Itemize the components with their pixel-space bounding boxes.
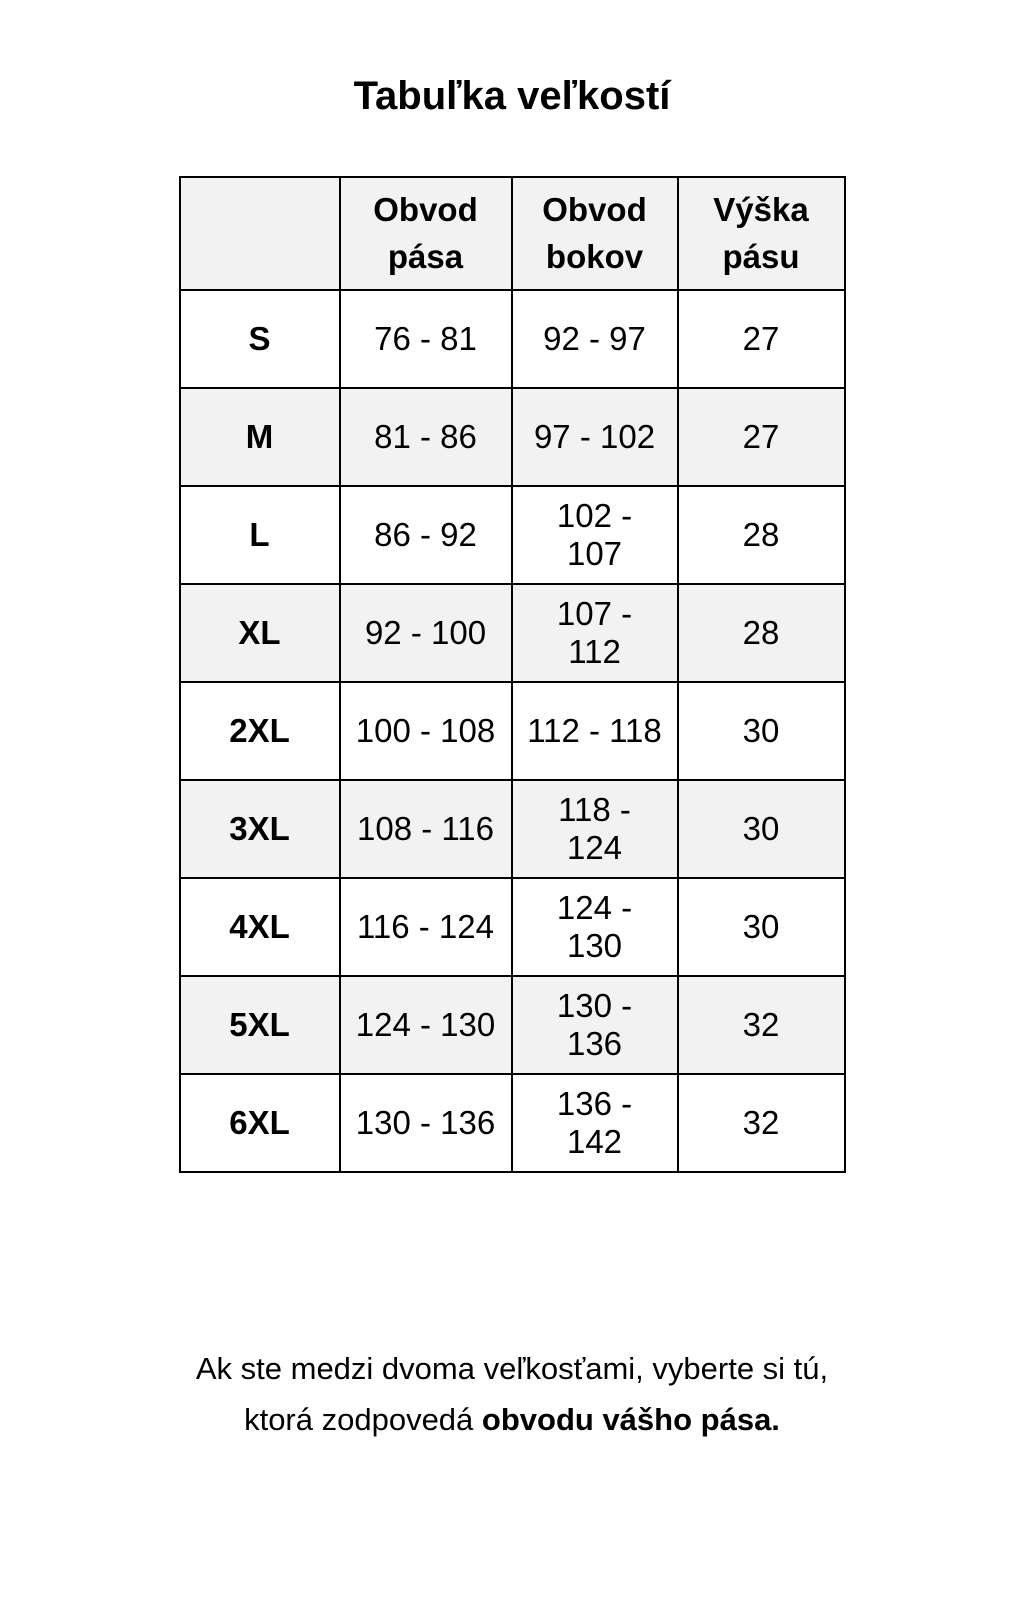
- waist-cell: 116 - 124: [340, 878, 512, 976]
- header-row: [180, 177, 845, 290]
- header-cell-size: [180, 177, 340, 290]
- rise-cell: 32: [678, 1074, 845, 1172]
- size-chart-page: [0, 72, 1024, 1445]
- rise-cell: 32: [678, 976, 845, 1074]
- fit-note-line2-bold: obvodu vášho pása.: [481, 1402, 780, 1438]
- rise-cell: 28: [678, 486, 845, 584]
- table-row-xl: [180, 584, 845, 682]
- waist-cell: 92 - 100: [340, 584, 512, 682]
- hips-cell: 130 - 136: [512, 976, 678, 1074]
- hips-cell: 124 - 130: [512, 878, 678, 976]
- table-row-6xl: [180, 1074, 845, 1172]
- hips-cell: 112 - 118: [512, 682, 678, 780]
- fit-note-line1: Ak ste medzi dvoma veľkosťami, vyberte si tú,: [195, 1351, 829, 1386]
- table-row-m: [180, 388, 845, 486]
- table-row-s: [180, 290, 845, 388]
- size-cell: 6XL: [180, 1074, 340, 1172]
- waist-cell: 76 - 81: [340, 290, 512, 388]
- header-cell-hips: Obvod bokov: [512, 177, 678, 290]
- header-cell-rise: Výška pásu: [678, 177, 845, 290]
- rise-cell: 28: [678, 584, 845, 682]
- waist-cell: 108 - 116: [340, 780, 512, 878]
- header-cell-waist: Obvod pása: [340, 177, 512, 290]
- rise-cell: 30: [678, 878, 845, 976]
- waist-cell: 124 - 130: [340, 976, 512, 1074]
- size-cell: L: [180, 486, 340, 584]
- rise-cell: 30: [678, 780, 845, 878]
- table-row-5xl: [180, 976, 845, 1074]
- table-row-l: [180, 486, 845, 584]
- waist-cell: 100 - 108: [340, 682, 512, 780]
- size-cell: 3XL: [180, 780, 340, 878]
- hips-cell: 102 - 107: [512, 486, 678, 584]
- hips-cell: 118 - 124: [512, 780, 678, 878]
- hips-cell: 136 - 142: [512, 1074, 678, 1172]
- waist-cell: 86 - 92: [340, 486, 512, 584]
- hips-cell: 97 - 102: [512, 388, 678, 486]
- size-cell: 4XL: [180, 878, 340, 976]
- hips-cell: 92 - 97: [512, 290, 678, 388]
- rise-cell: 27: [678, 388, 845, 486]
- table-row-4xl: [180, 878, 845, 976]
- size-cell: 5XL: [180, 976, 340, 1074]
- rise-cell: 27: [678, 290, 845, 388]
- table-row-2xl: [180, 682, 845, 780]
- size-cell: XL: [180, 584, 340, 682]
- fit-note-line2-regular: ktorá zodpovedá: [244, 1402, 482, 1438]
- table-row-3xl: [180, 780, 845, 878]
- rise-cell: 30: [678, 682, 845, 780]
- page-title: Tabuľka veľkostí: [353, 74, 671, 118]
- hips-cell: 107 - 112: [512, 584, 678, 682]
- waist-cell: 81 - 86: [340, 388, 512, 486]
- size-table: [179, 176, 846, 1173]
- size-cell: S: [180, 290, 340, 388]
- size-cell: 2XL: [180, 682, 340, 780]
- fit-note: [0, 1343, 1024, 1445]
- size-cell: M: [180, 388, 340, 486]
- waist-cell: 130 - 136: [340, 1074, 512, 1172]
